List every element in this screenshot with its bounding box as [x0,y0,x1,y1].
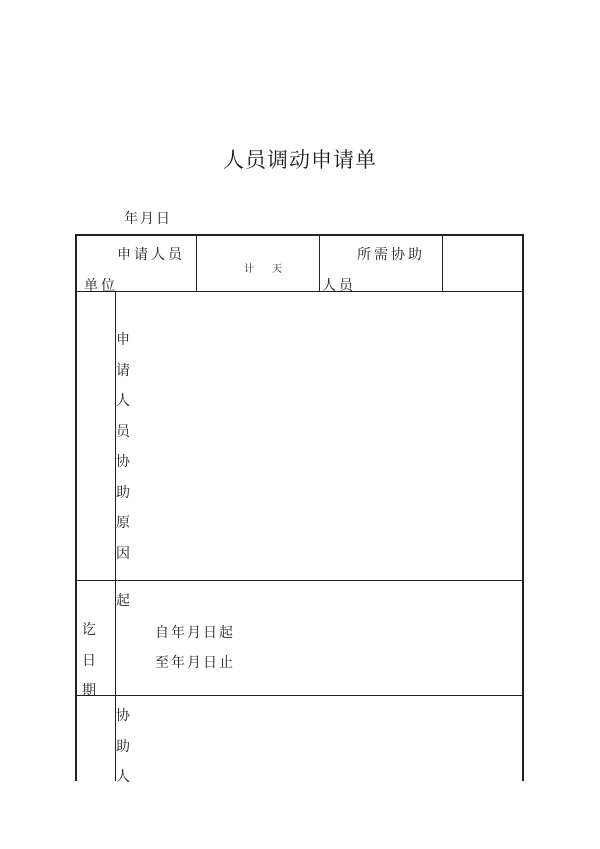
helper-label [115,701,131,793]
period-label [81,615,97,707]
reason-label [115,325,131,569]
period-label-char: 日 [82,652,96,669]
table-left-border [75,234,77,781]
reason-label-char: 助 [116,484,130,501]
days-text-ji: 计 [244,264,254,275]
applicant-unit-label-line1: 申请人员 [117,247,185,263]
table-top-border [75,234,524,236]
helper-label-char: 协 [116,708,130,724]
period-label-char: 期 [82,683,96,699]
period-to-text: 至年月日止 [155,655,235,671]
reason-label-char: 协 [116,454,130,470]
days-text-tian: 天 [272,264,282,275]
reason-row-bottom-border [75,580,524,581]
reason-label-char: 人 [116,393,130,409]
applicant-unit-label-line2: 单位 [84,278,118,294]
header-divider-2 [319,234,320,292]
period-row-bottom-border [75,695,524,696]
header-divider-3 [442,234,443,292]
period-from-text: 自年月日起 [155,625,235,641]
page-title: 人员调动申请单 [223,148,377,172]
needed-helper-label-line1: 所需协助 [357,247,425,263]
header-bottom-border [75,291,524,292]
reason-label-char: 员 [116,423,130,440]
reason-label-char: 请 [116,362,130,379]
helper-label-char: 人 [116,769,130,785]
table-right-border [522,234,524,781]
period-label-qi: 起 [116,593,130,609]
period-label-char: 讫 [82,622,96,638]
reason-label-char: 因 [116,545,130,562]
date-line: 年月日 [124,211,172,227]
header-divider-1 [196,234,197,292]
reason-label-char: 申 [116,332,130,348]
helper-label-char: 助 [116,738,130,755]
needed-helper-label-line2: 人员 [322,278,356,294]
reason-label-char: 原 [116,515,130,531]
